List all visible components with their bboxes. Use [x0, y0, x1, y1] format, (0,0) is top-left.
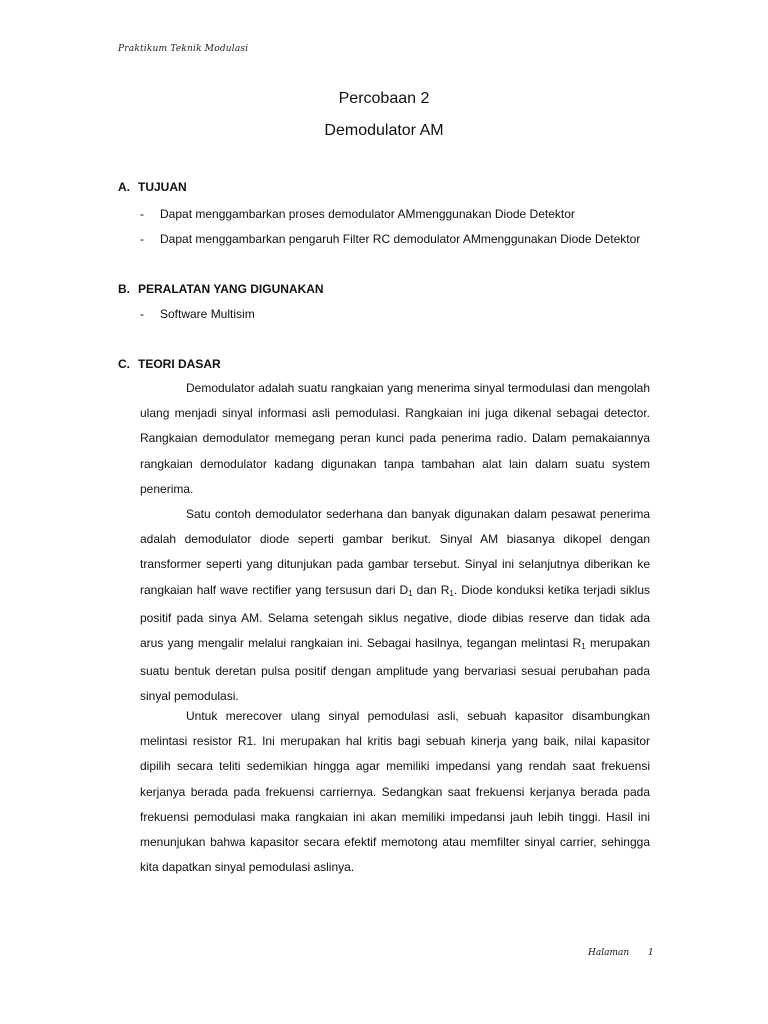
section-b-heading: [118, 282, 324, 296]
paragraph-text: Demodulator adalah suatu rangkaian yang menerima sinyal termodulasi dan mengolah ulang menjadi sinyal informasi asli pemodulasi. Rangkaian ini juga dikenal sebagai detector. Rangkaian demodulator memegang peran kunci pada penerima radio. Dalam pemakaiannya rangkaian demodulator kadang digunakan tanpa tambahan alat lain dalam suatu system penerima.: [140, 381, 650, 496]
list-item-text: Dapat menggambarkan pengaruh Filter RC demodulator AMmenggunakan Diode Detektor: [160, 232, 641, 246]
paragraph-3: [140, 704, 650, 880]
subscript: 1: [449, 588, 454, 598]
page-title: Percobaan 2: [338, 90, 430, 107]
paragraph-2: [140, 502, 650, 710]
section-title: TEORI DASAR: [138, 357, 221, 371]
bullet-dash: -: [140, 232, 144, 246]
section-c-heading: [118, 357, 221, 371]
paragraph-text: merupakan suatu bentuk deretan pulsa positif dengan amplitude yang bervariasi sesuai perubahan pada sinyal pemodulasi.: [140, 636, 650, 704]
paragraph-text: Untuk merecover ulang sinyal pemodulasi asli, sebuah kapasitor disambungkan melintasi resistor R1. Ini merupakan hal kritis bagi sebuah kinerja yang baik, nilai kapasitor dipilih secara teliti sedemikian hingga agar memiliki impedansi yang rendah saat frekuensi kerjanya berada pada frekuensi carriernya. Sedangkan saat frekuensi kerjanya berada pada frekuensi pemodulasi maka rangkaian ini akan memiliki impedansi jauh lebih tinggi. Hasil ini menunjukan bahwa kapasitor secara efektif memotong atau memfilter sinyal carrier, sehingga kita dapatkan sinyal pemodulasi aslinya.: [140, 709, 650, 875]
paragraph-text: . Diode konduksi ketika terjadi siklus positif pada sinya AM. Selama setengah siklus negative, diode dibias reserve dan tidak ada arus yang mengalir melalui rangkaian ini. Sebagai hasilnya, tegangan melintasi R: [140, 582, 650, 651]
bullet-dash: -: [140, 307, 144, 321]
page-number: 1: [648, 948, 654, 958]
section-letter: C.: [118, 357, 130, 371]
subscript: 1: [581, 642, 586, 652]
paragraph-text: dan R: [412, 582, 450, 597]
running-header: Praktikum Teknik Modulasi: [118, 44, 249, 54]
section-a-heading: [118, 180, 187, 194]
section-letter: B.: [118, 282, 130, 296]
bullet-dash: -: [140, 207, 144, 221]
paragraph-1: [140, 376, 650, 502]
subscript: 1: [408, 588, 413, 598]
page-footer: [588, 948, 654, 958]
page-subtitle: Demodulator AM: [324, 122, 444, 139]
list-item-text: Dapat menggambarkan proses demodulator AMmenggunakan Diode Detektor: [160, 207, 575, 221]
list-item: [140, 307, 255, 321]
paragraph-text: Satu contoh demodulator sederhana dan banyak digunakan dalam pesawat penerima adalah demodulator diode seperti gambar berikut. Sinyal AM biasanya dikopel dengan transformer seperti yang ditunjukan pada gambar tersebut. Sinyal ini selanjutnya diberikan ke rangkaian half wave rectifier yang tersusun dari D: [140, 507, 650, 597]
section-title: PERALATAN YANG DIGUNAKAN: [138, 282, 324, 296]
list-item: [140, 232, 640, 246]
list-item-text: Software Multisim: [160, 307, 255, 321]
section-letter: A.: [118, 180, 130, 194]
section-title: TUJUAN: [138, 180, 187, 194]
list-item: [140, 207, 575, 221]
footer-label: Halaman: [588, 948, 630, 958]
